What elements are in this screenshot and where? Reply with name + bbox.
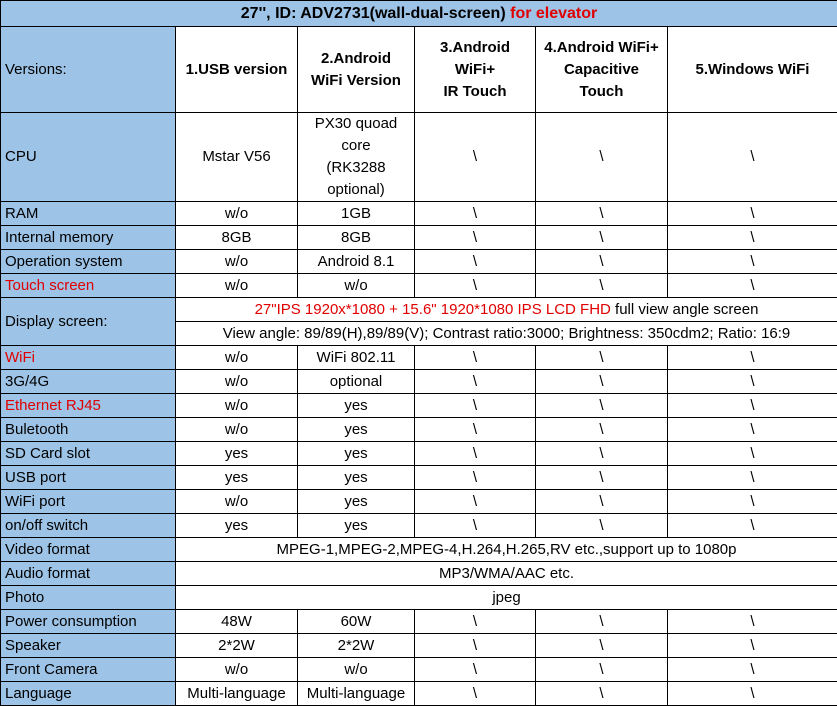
row-label: Speaker — [1, 634, 176, 658]
table-cell: \ — [536, 274, 668, 298]
table-cell: \ — [536, 634, 668, 658]
table-row — [1, 346, 837, 370]
header-cell: 1.USB version — [176, 27, 298, 113]
table-cell: \ — [536, 346, 668, 370]
header-cell: 3.Android WiFi+ IR Touch — [415, 27, 536, 113]
table-cell: \ — [668, 490, 837, 514]
table-cell: \ — [668, 466, 837, 490]
title-accent: for elevator — [510, 5, 597, 22]
table-row — [1, 514, 837, 538]
row-label: Front Camera — [1, 658, 176, 682]
table-row — [1, 634, 837, 658]
table-cell: \ — [415, 610, 536, 634]
table-cell: \ — [415, 226, 536, 250]
table-cell: \ — [536, 514, 668, 538]
table-cell: \ — [415, 346, 536, 370]
table-row — [1, 274, 837, 298]
table-cell: \ — [536, 658, 668, 682]
table-cell: 8GB — [176, 226, 298, 250]
table-cell: w/o — [176, 346, 298, 370]
table-cell: yes — [298, 490, 415, 514]
row-label: SD Card slot — [1, 442, 176, 466]
table-cell: Android 8.1 — [298, 250, 415, 274]
table-cell: \ — [668, 658, 837, 682]
table-cell: \ — [536, 442, 668, 466]
row-label: RAM — [1, 202, 176, 226]
row-label: WiFi port — [1, 490, 176, 514]
row-label: Touch screen — [1, 274, 176, 298]
table-row — [1, 682, 837, 706]
table-row — [1, 466, 837, 490]
row-label: Internal memory — [1, 226, 176, 250]
table-cell: \ — [668, 634, 837, 658]
table-cell: \ — [415, 394, 536, 418]
table-cell: 8GB — [298, 226, 415, 250]
table-cell: \ — [536, 418, 668, 442]
table-cell: \ — [668, 682, 837, 706]
table-cell: Mstar V56 — [176, 113, 298, 202]
row-label: 3G/4G — [1, 370, 176, 394]
table-cell: \ — [668, 610, 837, 634]
table-cell: \ — [536, 113, 668, 202]
table-cell: yes — [176, 466, 298, 490]
table-cell: 2*2W — [298, 634, 415, 658]
table-cell: Multi-language — [298, 682, 415, 706]
rows-group-b — [1, 346, 837, 538]
table-cell: w/o — [176, 658, 298, 682]
table-cell: \ — [668, 394, 837, 418]
table-cell: \ — [668, 370, 837, 394]
table-cell: \ — [536, 682, 668, 706]
table-cell: \ — [536, 250, 668, 274]
table-cell: w/o — [176, 274, 298, 298]
table-cell: \ — [668, 274, 837, 298]
table-cell: yes — [298, 442, 415, 466]
table-row — [1, 298, 837, 322]
table-cell: yes — [176, 442, 298, 466]
table-cell: \ — [415, 682, 536, 706]
table-cell: \ — [415, 634, 536, 658]
table-cell: w/o — [298, 274, 415, 298]
table-row — [1, 562, 837, 586]
table-cell: \ — [668, 226, 837, 250]
table-cell: \ — [415, 202, 536, 226]
table-row — [1, 202, 837, 226]
table-cell: yes — [298, 418, 415, 442]
table-cell: Multi-language — [176, 682, 298, 706]
header-row — [1, 27, 837, 113]
table-row — [1, 490, 837, 514]
table-row — [1, 250, 837, 274]
row-label: Photo — [1, 586, 176, 610]
table-cell: yes — [298, 394, 415, 418]
header-cell: 5.Windows WiFi — [668, 27, 837, 113]
title-main: 27'', ID: ADV2731(wall-dual-screen) — [241, 5, 506, 22]
table-row — [1, 226, 837, 250]
header-cell: 2.Android WiFi Version — [298, 27, 415, 113]
row-label: Display screen: — [1, 298, 176, 346]
table-cell: 2*2W — [176, 634, 298, 658]
table-cell: \ — [536, 226, 668, 250]
table-row — [1, 586, 837, 610]
table-row — [1, 394, 837, 418]
table-cell: \ — [536, 466, 668, 490]
row-label: Ethernet RJ45 — [1, 394, 176, 418]
table-cell: w/o — [176, 202, 298, 226]
rows-group-c — [1, 610, 837, 706]
display-line-1 — [176, 298, 837, 322]
table-cell: w/o — [298, 658, 415, 682]
row-label: WiFi — [1, 346, 176, 370]
table-cell: yes — [176, 514, 298, 538]
row-label: Language — [1, 682, 176, 706]
row-label: USB port — [1, 466, 176, 490]
table-cell: 48W — [176, 610, 298, 634]
table-cell: \ — [415, 370, 536, 394]
row-label: Audio format — [1, 562, 176, 586]
table-cell: \ — [536, 490, 668, 514]
table-row — [1, 370, 837, 394]
table-cell: 60W — [298, 610, 415, 634]
table-cell: w/o — [176, 418, 298, 442]
table-cell: \ — [668, 113, 837, 202]
table-cell: \ — [415, 514, 536, 538]
table-row — [1, 658, 837, 682]
table-cell: \ — [536, 370, 668, 394]
table-cell: optional — [298, 370, 415, 394]
display-line-2: View angle: 89/89(H),89/89(V); Contrast ratio:3000; Brightness: 350cdm2; Ratio: 16:9 — [176, 322, 837, 346]
table-cell: yes — [298, 466, 415, 490]
table-row — [1, 442, 837, 466]
table-cell: \ — [415, 466, 536, 490]
display-spec-highlight: 27"IPS 1920x*1080 + 15.6" 1920*1080 IPS LCD FHD — [255, 301, 611, 318]
header-cell: 4.Android WiFi+ Capacitive Touch — [536, 27, 668, 113]
table-cell: \ — [415, 658, 536, 682]
table-row — [1, 610, 837, 634]
table-cell: \ — [415, 113, 536, 202]
table-cell: WiFi 802.11 — [298, 346, 415, 370]
table-cell: \ — [536, 610, 668, 634]
table-cell: w/o — [176, 370, 298, 394]
table-row — [1, 538, 837, 562]
row-label: Power consumption — [1, 610, 176, 634]
table-cell: \ — [668, 514, 837, 538]
row-label: CPU — [1, 113, 176, 202]
table-cell: \ — [415, 490, 536, 514]
table-cell: \ — [668, 250, 837, 274]
table-title — [1, 1, 837, 27]
table-cell: \ — [668, 202, 837, 226]
table-cell: \ — [415, 274, 536, 298]
rows-group-merged — [1, 538, 837, 610]
row-label: Buletooth — [1, 418, 176, 442]
table-cell: \ — [668, 418, 837, 442]
versions-label: Versions: — [1, 27, 176, 113]
rows-group-a — [1, 202, 837, 298]
table-cell: \ — [668, 346, 837, 370]
table-cell: \ — [536, 202, 668, 226]
table-cell: \ — [415, 250, 536, 274]
table-row — [1, 418, 837, 442]
table-cell: yes — [298, 514, 415, 538]
row-label: on/off switch — [1, 514, 176, 538]
table-cell: \ — [415, 418, 536, 442]
merged-cell: jpeg — [176, 586, 837, 610]
table-cell: PX30 quoad core (RK3288 optional) — [298, 113, 415, 202]
row-label: Video format — [1, 538, 176, 562]
table-cell: w/o — [176, 250, 298, 274]
display-spec-rest: full view angle screen — [611, 301, 759, 318]
merged-cell: MPEG-1,MPEG-2,MPEG-4,H.264,H.265,RV etc.,support up to 1080p — [176, 538, 837, 562]
table-cell: w/o — [176, 490, 298, 514]
table-row — [1, 113, 837, 202]
title-row — [1, 1, 837, 27]
merged-cell: MP3/WMA/AAC etc. — [176, 562, 837, 586]
table-cell: \ — [668, 442, 837, 466]
row-label: Operation system — [1, 250, 176, 274]
table-cell: w/o — [176, 394, 298, 418]
table-cell: \ — [536, 394, 668, 418]
table-cell: 1GB — [298, 202, 415, 226]
table-cell: \ — [415, 442, 536, 466]
